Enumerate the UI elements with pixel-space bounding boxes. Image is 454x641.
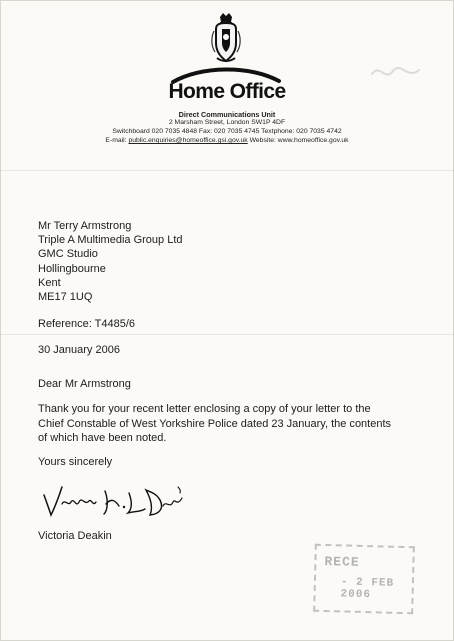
recipient-name: Mr Terry Armstrong [38,220,132,232]
office-phone-numbers: Switchboard 020 7035 4848 Fax: 020 7035 4745 Textphone: 020 7035 4742 [112,128,342,135]
salutation: Dear Mr Armstrong [38,378,131,390]
email-label: E-mail: [105,137,129,144]
recipient-address [38,219,183,304]
letter-body-paragraph: Thank you for your recent letter enclosing a copy of your letter to the Chief Constable of West Yorkshire Police dated 23 January, the contents of which have been noted. [38,403,392,445]
office-address: 2 Marsham Street, London SW1P 4DF [168,119,286,126]
reference-number: Reference: T4485/6 [38,318,136,330]
closing: Yours sincerely [38,456,113,468]
paper-fold-line [0,170,454,171]
handwritten-signature [40,480,185,520]
letter-date: 30 January 2006 [38,344,120,356]
recipient-company: Triple A Multimedia Group Ltd [38,234,183,247]
office-contact-line [0,137,454,144]
organisation-name: Home Office [168,80,286,103]
received-stamp-text: RECE [324,553,360,570]
recipient-postcode: ME17 1UQ [38,291,93,304]
unit-name: Direct Communications Unit [178,110,276,119]
received-stamp [313,544,415,615]
recipient-studio: GMC Studio [38,248,98,261]
received-stamp-date: - 2 FEB 2006 [340,576,395,602]
faint-handwriting-mark [368,58,423,88]
recipient-town: Hollingbourne [38,262,106,275]
email-link[interactable]: public.enquiries@homeoffice.gsi.gov.uk [128,137,248,144]
website-text: Website: www.homeoffice.gov.uk [247,137,349,144]
royal-crest-icon [208,12,244,66]
recipient-county: Kent [38,276,61,289]
paper-fold-line [0,334,454,335]
signer-name: Victoria Deakin [38,530,112,542]
